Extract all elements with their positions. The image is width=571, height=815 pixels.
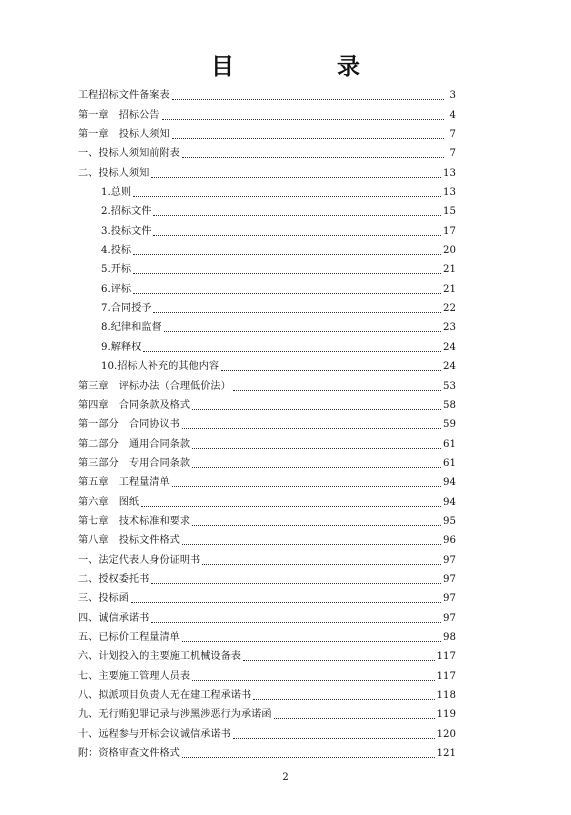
toc-entry-page: 117	[436, 651, 456, 663]
toc-entry-label: 10.招标人补充的其他内容	[101, 361, 220, 373]
toc-entry-page: 120	[436, 728, 456, 740]
toc-entry-page: 24	[443, 341, 456, 353]
toc-entry-label: 1.总则	[101, 187, 132, 199]
toc-entry-label: 第二部分 通用合同条款	[78, 438, 191, 450]
toc-leader-dots	[243, 659, 435, 661]
toc-entry[interactable]	[78, 141, 456, 160]
toc-leader-dots	[274, 717, 435, 719]
toc-entry[interactable]	[78, 644, 456, 663]
toc-entry[interactable]	[78, 741, 456, 760]
toc-entry-label: 二、投标人须知	[78, 167, 150, 179]
toc-entry[interactable]	[78, 257, 456, 276]
toc-entry-page: 59	[443, 419, 456, 431]
toc-entry[interactable]	[78, 180, 456, 199]
toc-entry-page: 119	[436, 709, 456, 721]
toc-entry-label: 三、投标函	[78, 593, 129, 605]
toc-entry-page: 97	[443, 612, 456, 624]
toc-leader-dots	[172, 485, 441, 487]
toc-leader-dots	[192, 466, 441, 468]
toc-leader-dots	[192, 524, 441, 526]
toc-entry-label: 第五章 工程量清单	[78, 477, 170, 489]
toc-entry-page: 15	[443, 206, 456, 218]
toc-entry-page: 53	[443, 380, 456, 392]
toc-entry-page: 97	[443, 554, 456, 566]
toc-leader-dots	[164, 330, 441, 332]
toc-entry-label: 一、投标人须知前附表	[78, 148, 180, 160]
toc-leader-dots	[192, 408, 441, 410]
toc-entry-page: 23	[443, 322, 456, 334]
toc-entry-page: 20	[443, 245, 456, 257]
toc-entry-label: 第八章 投标文件格式	[78, 535, 180, 547]
toc-leader-dots	[162, 118, 445, 120]
toc-leader-dots	[151, 621, 441, 623]
toc-entry-page: 94	[443, 477, 456, 489]
toc-entry[interactable]	[78, 470, 456, 489]
toc-entry[interactable]	[78, 276, 456, 295]
toc-entry-label: 5.开标	[101, 264, 132, 276]
toc-leader-dots	[151, 176, 441, 178]
toc-entry-label: 四、诚信承诺书	[78, 612, 150, 624]
toc-leader-dots	[182, 156, 444, 158]
toc-entry-page: 58	[443, 399, 456, 411]
toc-leader-dots	[141, 505, 441, 507]
toc-entry-page: 61	[443, 438, 456, 450]
toc-entry[interactable]	[78, 451, 456, 470]
toc-entry[interactable]	[78, 721, 456, 740]
toc-leader-dots	[253, 698, 434, 700]
toc-entry[interactable]	[78, 431, 456, 450]
toc-leader-dots	[172, 98, 444, 100]
toc-leader-dots	[172, 137, 444, 139]
toc-entry[interactable]	[78, 122, 456, 141]
toc-entry-page: 21	[443, 283, 456, 295]
toc-entry[interactable]	[78, 199, 456, 218]
toc-entry-label: 第七章 技术标准和要求	[78, 515, 191, 527]
toc-entry-label: 九、无行贿犯罪记录与涉黑涉恶行为承诺函	[78, 709, 272, 721]
toc-entry-page: 97	[443, 593, 456, 605]
toc-entry-page: 24	[443, 361, 456, 373]
toc-entry-label: 4.投标	[101, 245, 132, 257]
toc-entry-label: 第四章 合同条款及格式	[78, 399, 191, 411]
toc-entry-label: 6.评标	[101, 283, 132, 295]
toc-leader-dots	[153, 311, 441, 313]
toc-entry[interactable]	[78, 625, 456, 644]
toc-entry-label: 7.合同授予	[101, 303, 152, 315]
toc-entry-page: 22	[443, 303, 456, 315]
toc-entry[interactable]	[78, 567, 456, 586]
toc-entry[interactable]	[78, 238, 456, 257]
toc-leader-dots	[182, 640, 441, 642]
toc-entry-page: 117	[436, 670, 456, 682]
toc-leader-dots	[151, 582, 441, 584]
toc-entry[interactable]	[78, 315, 456, 334]
toc-entry-page: 13	[443, 187, 456, 199]
toc-entry-page: 7	[449, 129, 456, 141]
toc-entry-label: 一、法定代表人身份证明书	[78, 554, 201, 566]
toc-entry-page: 7	[449, 148, 456, 160]
toc-leader-dots	[133, 292, 441, 294]
toc-leader-dots	[192, 679, 434, 681]
toc-entry-label: 六、计划投入的主要施工机械设备表	[78, 651, 241, 663]
toc-leader-dots	[133, 272, 441, 274]
page-title: 目 录	[211, 53, 400, 80]
toc-entry-label: 二、授权委托书	[78, 573, 150, 585]
toc-leader-dots	[182, 543, 441, 545]
toc-entry[interactable]	[78, 586, 456, 605]
toc-entry-label: 第三部分 专用合同条款	[78, 457, 191, 469]
toc-entry-label: 第一部分 合同协议书	[78, 419, 180, 431]
toc-entry[interactable]	[78, 373, 456, 392]
toc-entry[interactable]	[78, 218, 456, 237]
toc-entry[interactable]	[78, 412, 456, 431]
toc-leader-dots	[133, 195, 441, 197]
toc-entry-label: 第六章 图纸	[78, 496, 140, 508]
toc-entry-label: 9.解释权	[101, 341, 142, 353]
toc-entry-page: 17	[443, 225, 456, 237]
toc-entry[interactable]	[78, 547, 456, 566]
toc-leader-dots	[153, 234, 441, 236]
toc-entry-page: 97	[443, 573, 456, 585]
toc-leader-dots	[133, 253, 441, 255]
toc-entry[interactable]	[78, 160, 456, 179]
toc-entry[interactable]	[78, 605, 456, 624]
toc-entry[interactable]	[78, 509, 456, 528]
toc-entry-label: 第一章 投标人须知	[78, 129, 170, 141]
toc-leader-dots	[131, 601, 441, 603]
toc-leader-dots	[182, 756, 435, 758]
toc-entry-page: 118	[436, 690, 456, 701]
toc-entry[interactable]	[78, 528, 456, 547]
toc-leader-dots	[192, 447, 441, 449]
page-number: 2	[282, 772, 289, 783]
toc-entry[interactable]	[78, 663, 456, 682]
toc-entry-label: 工程招标文件备案表	[78, 90, 170, 102]
toc-entry-label: 第三章 评标办法（合理低价法）	[78, 380, 231, 392]
toc-entry[interactable]	[78, 296, 456, 315]
table-of-contents	[78, 83, 456, 760]
toc-entry-label: 十、远程参与开标会议诚信承诺书	[78, 728, 231, 740]
toc-entry[interactable]	[78, 702, 456, 721]
toc-entry[interactable]	[78, 102, 456, 121]
toc-entry-label: 八、拟派项目负责人无在建工程承诺书	[78, 690, 252, 701]
toc-entry[interactable]	[78, 334, 456, 353]
toc-leader-dots	[221, 369, 441, 371]
toc-entry-page: 95	[443, 515, 456, 527]
toc-entry-label: 第一章 招标公告	[78, 109, 160, 121]
toc-entry-label: 3.投标文件	[101, 225, 152, 237]
toc-entry-page: 96	[443, 535, 456, 547]
toc-leader-dots	[153, 214, 441, 216]
toc-entry[interactable]	[78, 354, 456, 373]
toc-entry[interactable]	[78, 393, 456, 412]
toc-leader-dots	[202, 563, 441, 565]
toc-entry-label: 七、主要施工管理人员表	[78, 670, 191, 682]
toc-entry-page: 98	[443, 631, 456, 643]
toc-entry-page: 3	[449, 90, 456, 102]
toc-entry-page: 21	[443, 264, 456, 276]
toc-entry[interactable]	[78, 683, 456, 702]
toc-entry-label: 附：资格审查文件格式	[78, 748, 180, 760]
toc-entry[interactable]	[78, 489, 456, 508]
toc-leader-dots	[233, 737, 435, 739]
toc-leader-dots	[143, 350, 441, 352]
toc-entry-label: 2.招标文件	[101, 206, 152, 218]
toc-leader-dots	[182, 427, 441, 429]
toc-entry-label: 8.纪律和监督	[101, 322, 162, 334]
toc-entry[interactable]	[78, 83, 456, 102]
toc-entry-page: 13	[443, 167, 456, 179]
toc-entry-page: 94	[443, 496, 456, 508]
toc-leader-dots	[233, 389, 441, 391]
toc-entry-page: 121	[436, 748, 456, 760]
toc-entry-label: 五、已标价工程量清单	[78, 631, 180, 643]
toc-entry-page: 4	[449, 109, 456, 121]
toc-entry-page: 61	[443, 457, 456, 469]
